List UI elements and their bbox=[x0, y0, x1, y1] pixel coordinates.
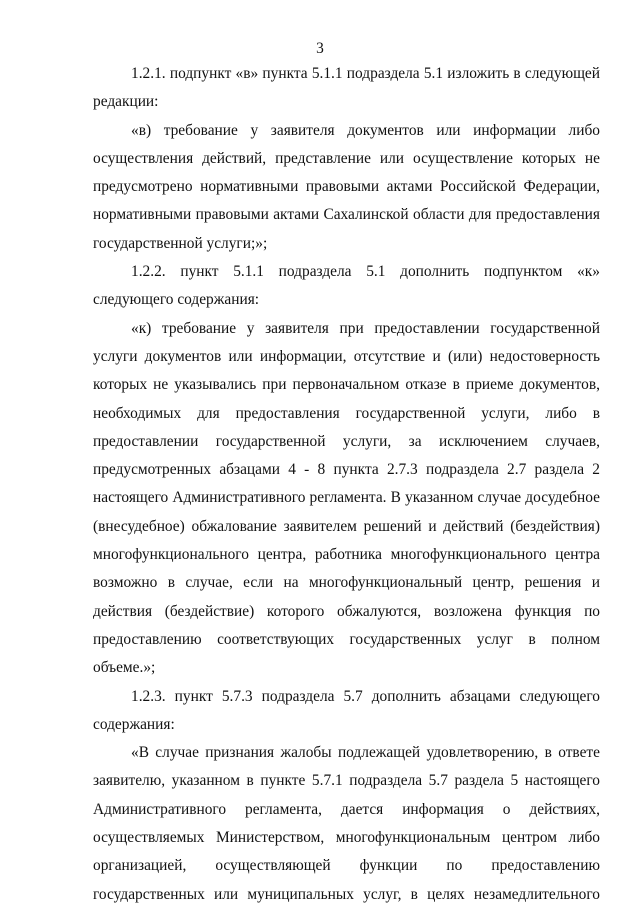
text-line: (внесудебное) обжалование заявителем решений и действий (бездействия) bbox=[93, 517, 600, 535]
text-line: действия (бездействие) которого обжалуются, возложена функция по bbox=[93, 602, 600, 620]
text-line: возможно в случае, если на многофункциональный центр, решения и bbox=[93, 574, 600, 592]
text-line: которых не указывались при первоначальном отказе в приеме документов, bbox=[93, 376, 600, 394]
text-line: предусмотренных абзацами 4 - 8 пункта 2.7.3 подраздела 2.7 раздела 2 bbox=[93, 461, 600, 479]
text-line: организацией, осуществляющей функции по предоставлению bbox=[93, 857, 600, 875]
paragraph bbox=[93, 258, 600, 315]
document-body bbox=[93, 60, 600, 909]
text-line: государственной услуги;»; bbox=[93, 234, 268, 252]
paragraph bbox=[93, 117, 600, 258]
text-line: «В случае признания жалобы подлежащей удовлетворению, в ответе bbox=[131, 744, 600, 762]
text-line: «в) требование у заявителя документов или информации либо bbox=[131, 121, 600, 139]
paragraph bbox=[93, 60, 600, 117]
text-line: многофункционального центра, работника многофункционального центра bbox=[93, 546, 600, 564]
text-line: 1.2.2. пункт 5.1.1 подраздела 5.1 дополнить подпунктом «к» bbox=[131, 263, 600, 281]
text-line: предусмотрено нормативными правовыми актами Российской Федерации, bbox=[93, 178, 600, 196]
text-line: государственных или муниципальных услуг, в целях незамедлительного bbox=[93, 885, 600, 903]
text-line: Административного регламента, дается информация о действиях, bbox=[93, 800, 600, 818]
page-number: 3 bbox=[316, 40, 324, 57]
text-line: предоставлении государственной услуги, за исключением случаев, bbox=[93, 432, 600, 450]
paragraph bbox=[93, 739, 600, 909]
text-line: осуществляемых Министерством, многофункциональным центром либо bbox=[93, 829, 600, 847]
text-line: необходимых для предоставления государственной услуги, либо в bbox=[93, 404, 600, 422]
text-line: нормативными правовыми актами Сахалинской области для предоставления bbox=[93, 206, 600, 224]
text-line: содержания: bbox=[93, 715, 175, 733]
text-line: услуги документов или информации, отсутствие и (или) недостоверность bbox=[93, 347, 600, 365]
text-line: заявителю, указанном в пункте 5.7.1 подраздела 5.7 раздела 5 настоящего bbox=[93, 772, 600, 790]
text-line: предоставлению соответствующих государственных услуг в полном bbox=[93, 630, 600, 648]
paragraph bbox=[93, 683, 600, 740]
text-line: осуществления действий, представление или осуществление которых не bbox=[93, 149, 600, 167]
text-line: 1.2.3. пункт 5.7.3 подраздела 5.7 дополнить абзацами следующего bbox=[131, 687, 600, 705]
text-line: объеме.»; bbox=[93, 659, 156, 677]
text-line: 1.2.1. подпункт «в» пункта 5.1.1 подраздела 5.1 изложить в следующей bbox=[131, 65, 600, 82]
text-line: «к) требование у заявителя при предоставлении государственной bbox=[131, 319, 600, 337]
text-line: редакции: bbox=[93, 93, 159, 111]
paragraph bbox=[93, 315, 600, 683]
text-line: следующего содержания: bbox=[93, 291, 260, 309]
text-line: настоящего Административного регламента. В указанном случае досудебное bbox=[93, 489, 600, 507]
